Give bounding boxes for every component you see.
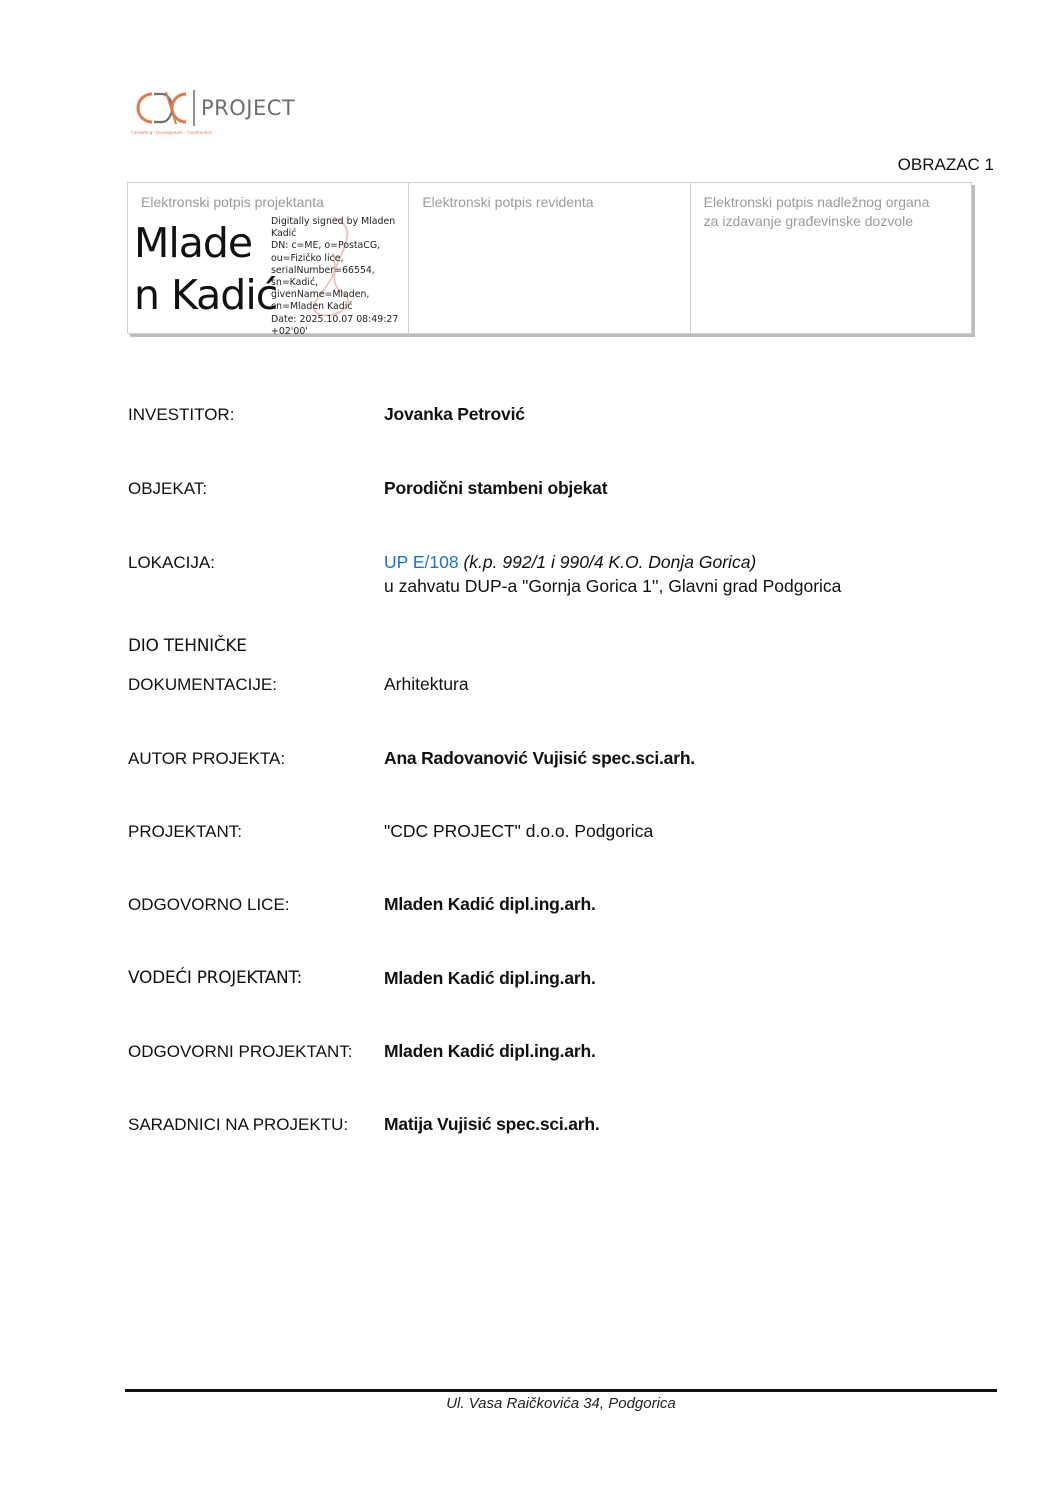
footer-address: Ul. Vasa Raičkovića 34, Podgorica [446, 1395, 676, 1412]
svg-text:Consulting · Development · Con: Consulting · Development · Construction [131, 130, 213, 135]
signature-name-line2: n Kadić [134, 271, 278, 319]
odgovorni-label: ODGOVORNI PROJEKTANT: [128, 1042, 353, 1061]
signature-name [134, 217, 277, 321]
projektant-value: "CDC PROJECT" d.o.o. Podgorica [384, 821, 654, 841]
objekat-label: OBJEKAT: [128, 479, 208, 498]
lokacija-value-line1 [384, 552, 756, 573]
footer-divider [125, 1389, 997, 1392]
projektant-label: PROJEKTANT: [128, 822, 242, 841]
lokacija-value-line2: u zahvatu DUP-a "Gornja Gorica 1'', Glavni grad Podgorica [384, 576, 842, 596]
svg-text:PROJECT: PROJECT [201, 96, 296, 120]
designer-signature-heading: Elektronski potpis projektanta [141, 194, 324, 210]
signature-name-line1: Mlade [134, 219, 253, 267]
investitor-value: Jovanka Petrović [384, 404, 525, 424]
reviewer-signature-cell [409, 183, 690, 333]
dio-value: Arhitektura [384, 674, 469, 694]
odgovorni-value: Mladen Kadić dipl.ing.arh. [384, 1041, 596, 1061]
authority-signature-heading: Elektronski potpis nadležnog organa za izdavanje građevinske dozvole [703, 194, 930, 229]
saradnici-value: Matija Vujisić spec.sci.arh. [384, 1114, 600, 1134]
dio-label-line1: DIO TEHNIČKE [128, 636, 247, 656]
odgovorno-lice-label: ODGOVORNO LICE: [128, 895, 290, 914]
authority-signature-cell [691, 183, 971, 333]
vodeci-value: Mladen Kadić dipl.ing.arh. [384, 968, 596, 988]
lokacija-cadastral: (k.p. 992/1 i 990/4 K.O. Donja Gorica) [463, 552, 757, 572]
objekat-value: Porodični stambeni objekat [384, 478, 608, 498]
reviewer-signature-heading: Elektronski potpis revidenta [422, 194, 594, 210]
dio-label-line2: DOKUMENTACIJE: [128, 675, 277, 694]
saradnici-label: SARADNICI NA PROJEKTU: [128, 1115, 349, 1134]
lokacija-label: LOKACIJA: [128, 553, 215, 572]
signature-details: Digitally signed by Mladen Kadić DN: c=ME, o=PostaCG, ou=Fizičko lice, serialNumber=66554, sn=Kadić, givenName=Mladen, cn=Mladen Kadić Date: 2025.10.07 08:49:27 +02'00' [271, 216, 399, 337]
vodeci-label: VODEĆI PROJEKTANT: [128, 968, 303, 988]
signature-table [127, 182, 972, 337]
autor-value: Ana Radovanović Vujisić spec.sci.arh. [384, 748, 695, 768]
odgovorno-lice-value: Mladen Kadić dipl.ing.arh. [384, 894, 596, 914]
investitor-label: INVESTITOR: [128, 405, 235, 424]
designer-signature-cell [128, 183, 409, 337]
form-number: OBRAZAC 1 [897, 155, 994, 174]
company-logo [128, 84, 318, 138]
autor-label: AUTOR PROJEKTA: [128, 749, 286, 768]
lokacija-code: UP E/108 [384, 552, 459, 572]
